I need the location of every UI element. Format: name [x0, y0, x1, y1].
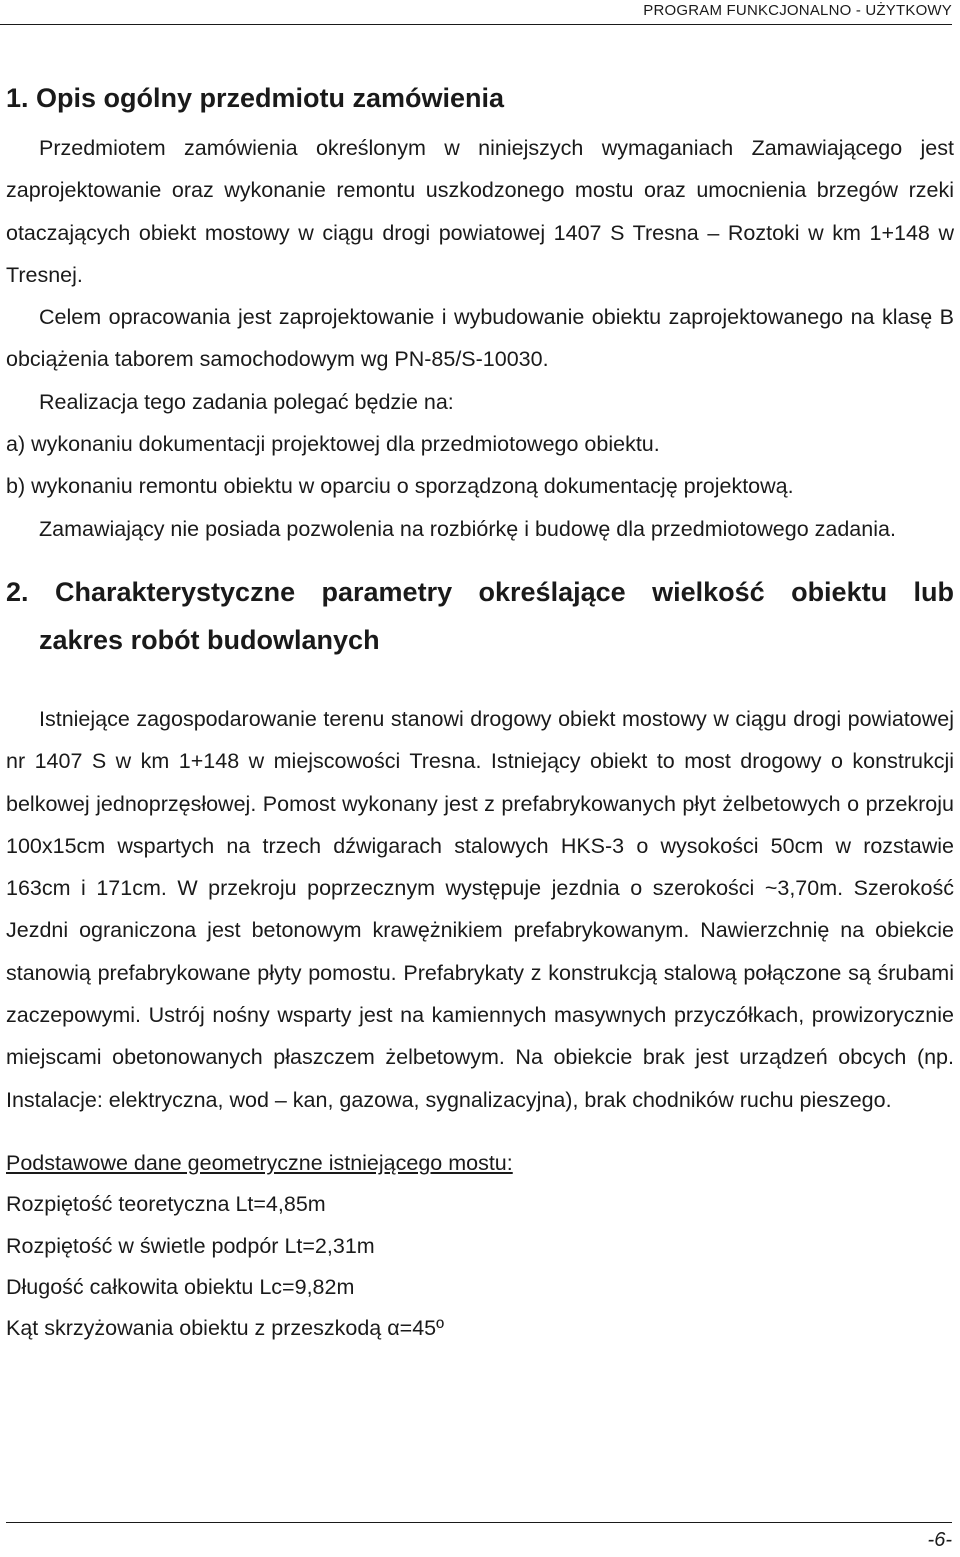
geometry-title: Podstawowe dane geometryczne istniejącego mostu:: [6, 1150, 513, 1175]
section-1-heading: 1. Opis ogólny przedmiotu zamówienia: [6, 83, 505, 113]
list-item: b) wykonaniu remontu obiektu w oparciu o sporządzoną dokumentację projektową.: [6, 474, 794, 499]
header-title: PROGRAM FUNKCJONALNO - UŻYTKOWY: [643, 2, 952, 19]
section-2-heading-line-1: 2. Charakterystyczne parametry określające wielkość obiektu lub: [6, 576, 954, 607]
section-1-paragraph: Celem opracowania jest zaprojektowanie i wybudowanie obiektu zaprojektowanego na klasę B obciążenia taborem samochodowym wg PN-85/S-10030.: [6, 305, 954, 372]
geometry-item: Kąt skrzyżowania obiektu z przeszkodą α=45º: [6, 1316, 444, 1341]
section-1-paragraph: Realizacja tego zadania polegać będzie na:: [39, 389, 454, 414]
section-2-heading-line-2: zakres robót budowlanych: [39, 624, 380, 655]
section-2-paragraph: Istniejące zagospodarowanie terenu stanowi drogowy obiekt mostowy w ciągu drogi powiatowej nr 1407 S w km 1+148 w miejscowości Tresna. Istniejący obiekt to most drogowy o konstrukcji belkowej jednoprzęsłowej. Pomost wykonany jest z prefabrykowanych płyt żelbetowych o przekroju 100x15cm wspartych na trzech dźwigarach stalowych HKS-3 o wysokości 50cm w rozstawie 163cm i 171cm. W przekroju poprzecznym występuje jezdnia o szerokości ~3,70m. Szerokość Jezdni ograniczona jest betonowym krawężnikiem prefabrykowanym. Nawierzchnię na obiekcie stanowią prefabrykowane płyty pomostu. Prefabrykaty z konstrukcją stalową połączone są śrubami zaczepowymi. Ustrój nośny wsparty jest na kamiennych masywnych przyczółkach, prowizorycznie miejscami obetonowanych płaszczem żelbetowym. Na obiekcie brak jest urządzeń obcych (np. Instalacje: elektryczna, wod – kan, gazowa, sygnalizacyjna), brak chodników ruchu pieszego.: [6, 706, 954, 1112]
geometry-item: Długość całkowita obiektu Lc=9,82m: [6, 1274, 355, 1299]
geometry-item: Rozpiętość w świetle podpór Lt=2,31m: [6, 1233, 375, 1258]
section-1-paragraph: Przedmiotem zamówienia określonym w niniejszych wymaganiach Zamawiającego jest zaprojektowanie oraz wykonanie remontu uszkodzonego mostu oraz umocnienia brzegów rzeki otaczających obiekt mostowy w ciągu drogi powiatowej 1407 S Tresna – Roztoki w km 1+148 w Tresnej.: [6, 136, 954, 287]
document-body: [6, 75, 954, 1349]
page-footer: [6, 1522, 952, 1552]
section-2-heading: [6, 568, 954, 664]
geometry-item: Rozpiętość teoretyczna Lt=4,85m: [6, 1192, 326, 1217]
list-item: a) wykonaniu dokumentacji projektowej dla przedmiotowego obiektu.: [6, 432, 660, 457]
section-1-closing: Zamawiający nie posiada pozwolenia na rozbiórkę i budowę dla przedmiotowego zadania.: [39, 516, 896, 541]
page-header: [0, 2, 952, 25]
page-number: -6-: [927, 1529, 952, 1551]
